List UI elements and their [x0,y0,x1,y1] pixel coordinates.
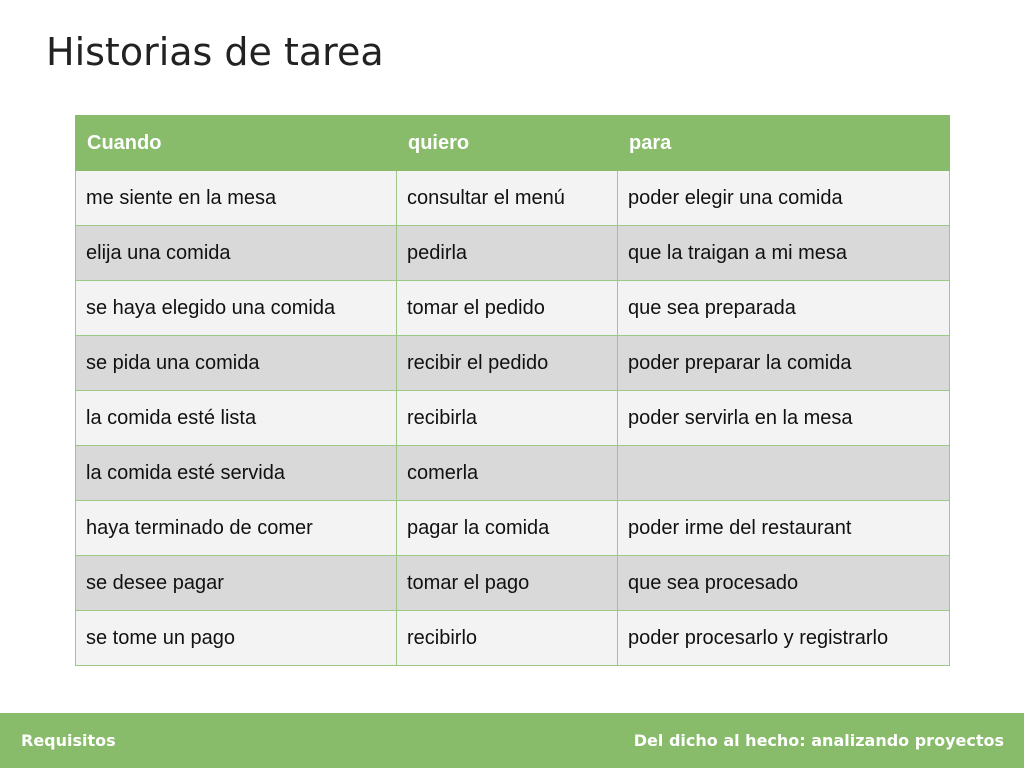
table-row [76,611,950,666]
table-cell: se pida una comida [76,336,397,391]
table-cell: elija una comida [76,226,397,281]
table-cell: recibirlo [397,611,618,666]
task-stories-table [75,115,950,666]
table-row [76,446,950,501]
footer-section-label: Requisitos [21,731,116,750]
table-cell: poder irme del restaurant [618,501,950,556]
footer-bar [0,713,1024,768]
table-cell [618,446,950,501]
table-cell: poder elegir una comida [618,171,950,226]
table-cell: haya terminado de comer [76,501,397,556]
table-header-row [76,116,950,171]
table-row [76,281,950,336]
table-cell: pagar la comida [397,501,618,556]
table-cell: la comida esté servida [76,446,397,501]
table-row [76,391,950,446]
table-cell: recibir el pedido [397,336,618,391]
table-cell: poder procesarlo y registrarlo [618,611,950,666]
slide-title: Historias de tarea [46,30,384,74]
table-cell: que sea procesado [618,556,950,611]
table-row [76,556,950,611]
table-cell: poder servirla en la mesa [618,391,950,446]
table-row [76,226,950,281]
column-header-cuando: Cuando [76,116,397,171]
table-cell: poder preparar la comida [618,336,950,391]
column-header-para: para [618,116,950,171]
table-cell: la comida esté lista [76,391,397,446]
table-row [76,501,950,556]
table-cell: que la traigan a mi mesa [618,226,950,281]
table-cell: se haya elegido una comida [76,281,397,336]
table-cell: se desee pagar [76,556,397,611]
table-cell: comerla [397,446,618,501]
table-cell: tomar el pago [397,556,618,611]
table-cell: se tome un pago [76,611,397,666]
table-cell: me siente en la mesa [76,171,397,226]
table-cell: consultar el menú [397,171,618,226]
table-cell: tomar el pedido [397,281,618,336]
column-header-quiero: quiero [397,116,618,171]
table-row [76,171,950,226]
table-cell: que sea preparada [618,281,950,336]
footer-course-title: Del dicho al hecho: analizando proyectos [633,731,1004,750]
table-cell: recibirla [397,391,618,446]
table-cell: pedirla [397,226,618,281]
table-row [76,336,950,391]
